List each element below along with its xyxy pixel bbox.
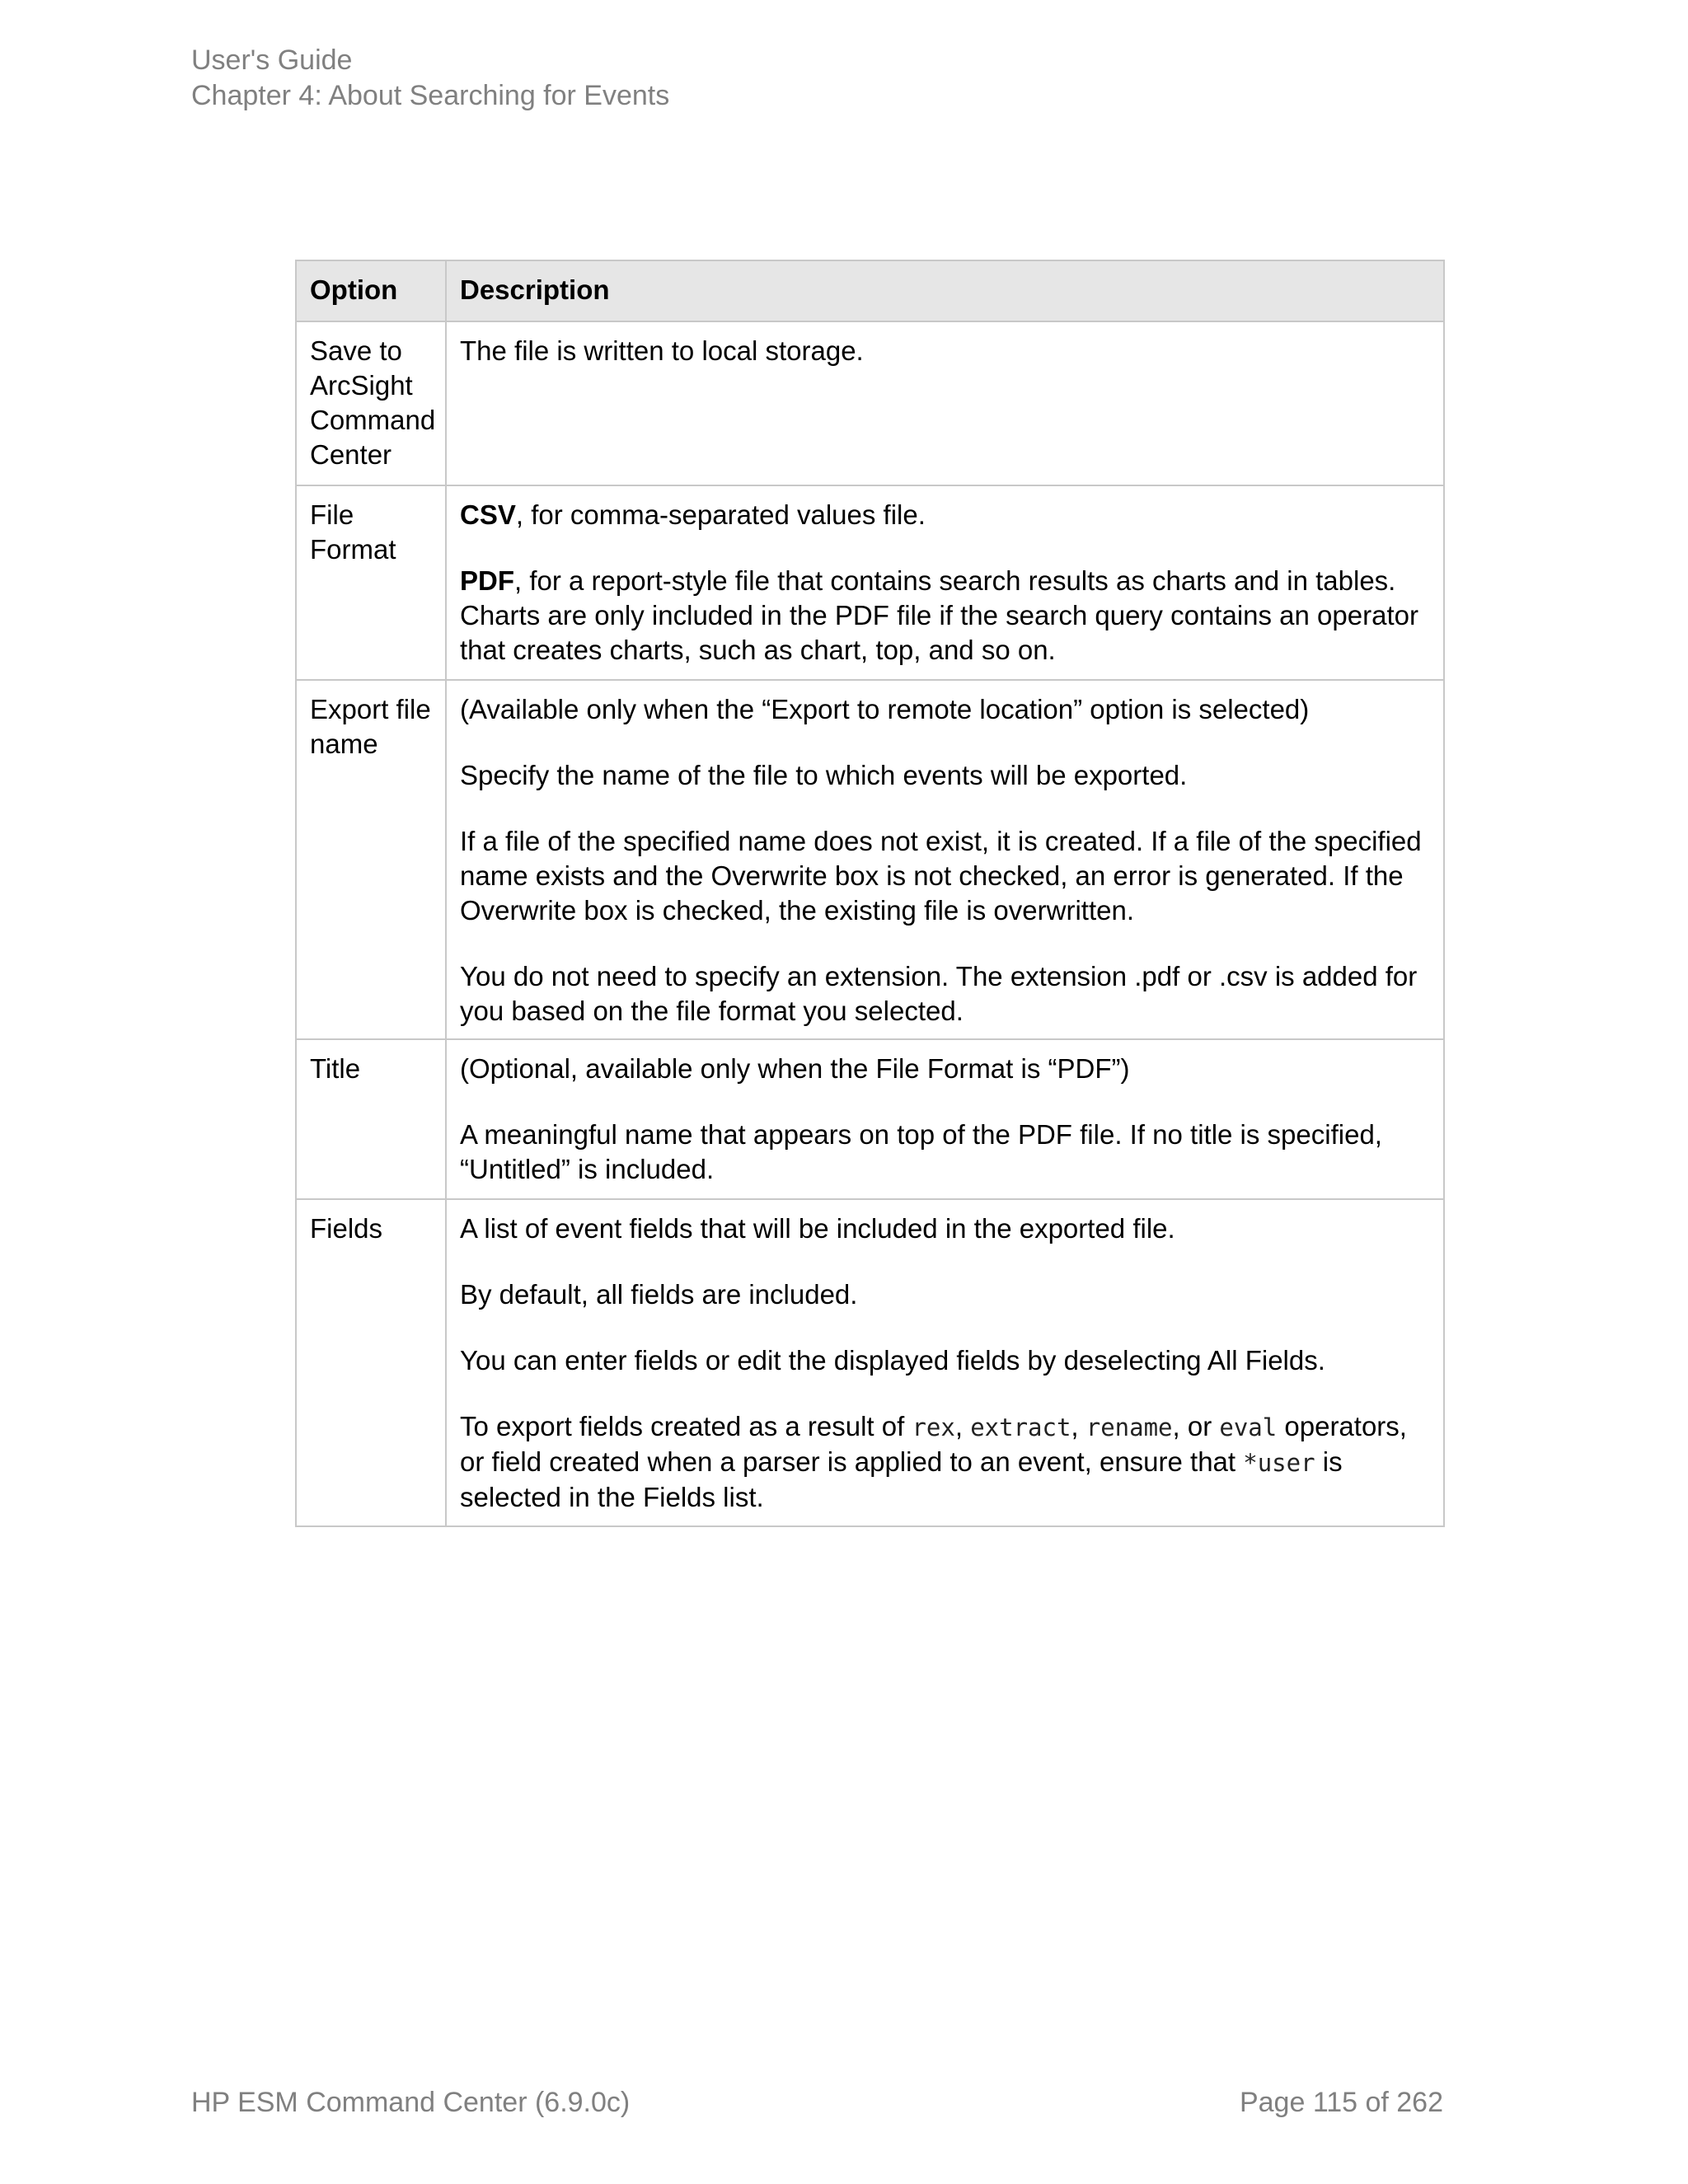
description-paragraph: (Available only when the “Export to remote location” option is selected): [460, 694, 1310, 724]
description-paragraph: To export fields created as a result of rex, extract, rename, or eval operators, or field created when a parser is applied to an event, ensure that *user is selected in the Fields list.: [460, 1411, 1407, 1512]
options-table: [295, 260, 1445, 1527]
table-row: [296, 1039, 1444, 1199]
description-paragraph: PDF, for a report-style file that contains search results as charts and in tables. Charts are only included in the PDF file if the search query contains an operator that creates charts, such as chart, top, and so on.: [460, 565, 1418, 665]
option-cell: File Format: [296, 485, 446, 680]
operator-code: eval: [1219, 1413, 1278, 1441]
table-row: [296, 680, 1444, 1039]
option-cell: Title: [296, 1039, 446, 1199]
option-cell: Fields: [296, 1199, 446, 1526]
format-keyword: CSV: [460, 499, 516, 530]
table-row: [296, 485, 1444, 680]
description-paragraph: You do not need to specify an extension. The extension .pdf or .csv is added for you based on the file format you selected.: [460, 961, 1418, 1026]
table-header-row: [296, 260, 1444, 321]
guide-title: User's Guide: [191, 45, 353, 76]
running-header: [191, 43, 669, 114]
description-cell: [446, 321, 1444, 485]
description-paragraph: A list of event fields that will be included in the exported file.: [460, 1213, 1175, 1244]
operator-code: rex: [912, 1413, 955, 1441]
description-cell: [446, 680, 1444, 1039]
option-cell: Save to ArcSight Command Center: [296, 321, 446, 485]
field-code: *user: [1243, 1449, 1315, 1477]
description-paragraph: If a file of the specified name does not exist, it is created. If a file of the specified name exists and the Overwrite box is not checked, an error is generated. If the Overwrite box is checked, the existing file is overwritten.: [460, 826, 1422, 926]
operator-code: extract: [970, 1413, 1071, 1441]
footer-product: HP ESM Command Center (6.9.0c): [191, 2087, 631, 2118]
column-header-description: Description: [446, 260, 1444, 321]
description-paragraph: By default, all fields are included.: [460, 1279, 858, 1310]
description-paragraph: Specify the name of the file to which events will be exported.: [460, 760, 1188, 790]
description-paragraph: CSV, for comma-separated values file.: [460, 499, 926, 530]
description-paragraph: The file is written to local storage.: [460, 335, 864, 366]
column-header-option: Option: [296, 260, 446, 321]
format-keyword: PDF: [460, 565, 514, 596]
footer-page-number: Page 115 of 262: [1239, 2087, 1443, 2118]
description-paragraph: You can enter fields or edit the displayed fields by deselecting All Fields.: [460, 1345, 1325, 1376]
description-cell: [446, 1199, 1444, 1526]
operator-code: rename: [1085, 1413, 1173, 1441]
option-cell: Export file name: [296, 680, 446, 1039]
table-row: [296, 321, 1444, 485]
description-cell: [446, 1039, 1444, 1199]
description-cell: [446, 485, 1444, 680]
description-paragraph: (Optional, available only when the File Format is “PDF”): [460, 1053, 1130, 1084]
chapter-title: Chapter 4: About Searching for Events: [191, 80, 670, 111]
table-row: [296, 1199, 1444, 1526]
description-paragraph: A meaningful name that appears on top of the PDF file. If no title is specified, “Untitled” is included.: [460, 1119, 1382, 1184]
